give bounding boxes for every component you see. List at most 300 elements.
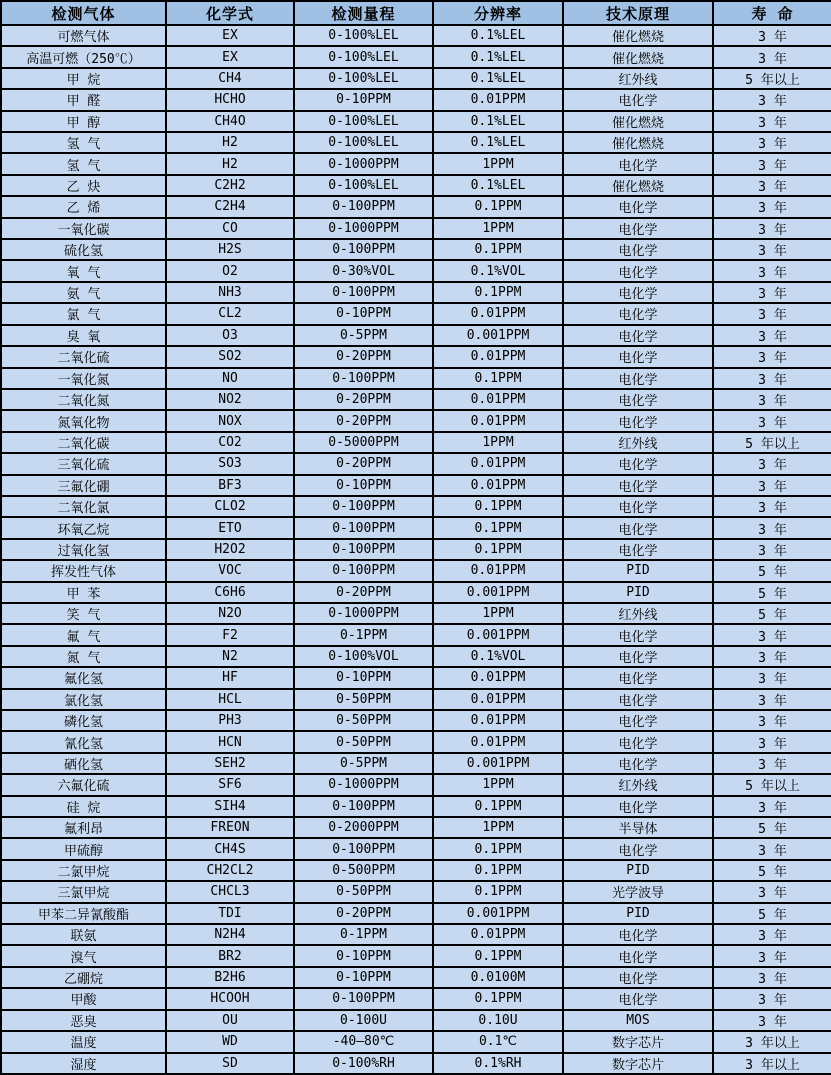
table-cell: 乙硼烷 bbox=[1, 967, 166, 988]
table-cell: 红外线 bbox=[563, 432, 713, 453]
table-cell: 臭 氧 bbox=[1, 325, 166, 346]
table-cell: VOC bbox=[166, 560, 294, 581]
table-cell: 硒化氢 bbox=[1, 753, 166, 774]
table-cell: SF6 bbox=[166, 774, 294, 795]
table-row bbox=[1, 517, 831, 538]
table-cell: 0.0100M bbox=[433, 967, 563, 988]
table-cell: 电化学 bbox=[563, 988, 713, 1009]
table-cell: 0-10PPM bbox=[294, 475, 433, 496]
table-cell: 甲硫醇 bbox=[1, 838, 166, 859]
table-cell: 5 年 bbox=[713, 582, 831, 603]
table-cell: 电化学 bbox=[563, 239, 713, 260]
table-cell: 5 年以上 bbox=[713, 774, 831, 795]
table-row bbox=[1, 111, 831, 132]
table-row bbox=[1, 239, 831, 260]
table-cell: 红外线 bbox=[563, 68, 713, 89]
table-row bbox=[1, 689, 831, 710]
table-cell: PH3 bbox=[166, 710, 294, 731]
table-cell: 二氧化氮 bbox=[1, 389, 166, 410]
table-row bbox=[1, 838, 831, 859]
table-cell: 0-1000PPM bbox=[294, 774, 433, 795]
table-cell: 3 年 bbox=[713, 25, 831, 46]
table-cell: 5 年 bbox=[713, 860, 831, 881]
header-cell-principle: 技术原理 bbox=[563, 1, 713, 25]
table-cell: 0.1%LEL bbox=[433, 68, 563, 89]
table-cell: 3 年 bbox=[713, 667, 831, 688]
table-cell: 0.1%LEL bbox=[433, 132, 563, 153]
table-row bbox=[1, 260, 831, 281]
table-cell: 光学波导 bbox=[563, 881, 713, 902]
table-cell: 0-10PPM bbox=[294, 967, 433, 988]
table-cell: O2 bbox=[166, 260, 294, 281]
table-cell: 0.10U bbox=[433, 1010, 563, 1031]
table-cell: 硅 烷 bbox=[1, 796, 166, 817]
table-cell: NOX bbox=[166, 410, 294, 431]
table-cell: 电化学 bbox=[563, 282, 713, 303]
table-row bbox=[1, 1010, 831, 1031]
table-cell: 0-100%VOL bbox=[294, 646, 433, 667]
table-cell: 0-100%LEL bbox=[294, 46, 433, 67]
table-cell: 3 年 bbox=[713, 517, 831, 538]
table-cell: 0-100PPM bbox=[294, 282, 433, 303]
table-row bbox=[1, 68, 831, 89]
table-cell: 高温可燃（250℃） bbox=[1, 46, 166, 67]
table-cell: 电化学 bbox=[563, 710, 713, 731]
table-row bbox=[1, 967, 831, 988]
table-row bbox=[1, 817, 831, 838]
table-cell: 电化学 bbox=[563, 89, 713, 110]
table-cell: 乙 炔 bbox=[1, 175, 166, 196]
table-row bbox=[1, 368, 831, 389]
table-cell: 0-100PPM bbox=[294, 368, 433, 389]
table-cell: 0-10PPM bbox=[294, 667, 433, 688]
table-cell: 二氧化氯 bbox=[1, 496, 166, 517]
table-row bbox=[1, 175, 831, 196]
table-cell: NO2 bbox=[166, 389, 294, 410]
table-cell: CO2 bbox=[166, 432, 294, 453]
table-cell: 5 年 bbox=[713, 560, 831, 581]
table-cell: 氨 气 bbox=[1, 282, 166, 303]
table-cell: 笑 气 bbox=[1, 603, 166, 624]
table-cell: 0-5000PPM bbox=[294, 432, 433, 453]
table-cell: 0.001PPM bbox=[433, 903, 563, 924]
table-cell: 电化学 bbox=[563, 410, 713, 431]
table-cell: 1PPM bbox=[433, 817, 563, 838]
table-row bbox=[1, 710, 831, 731]
table-cell: 0-5PPM bbox=[294, 325, 433, 346]
table-cell: SD bbox=[166, 1053, 294, 1075]
table-cell: 3 年 bbox=[713, 689, 831, 710]
table-cell: PID bbox=[563, 903, 713, 924]
table-cell: 3 年以上 bbox=[713, 1031, 831, 1052]
table-cell: 0.1PPM bbox=[433, 539, 563, 560]
table-cell: 电化学 bbox=[563, 838, 713, 859]
table-cell: 0-100PPM bbox=[294, 838, 433, 859]
table-cell: 0-100PPM bbox=[294, 496, 433, 517]
table-cell: 催化燃烧 bbox=[563, 46, 713, 67]
table-cell: 3 年 bbox=[713, 325, 831, 346]
table-cell: 甲苯二异氰酸酯 bbox=[1, 903, 166, 924]
table-cell: 0-10PPM bbox=[294, 945, 433, 966]
table-row bbox=[1, 346, 831, 367]
table-cell: MOS bbox=[563, 1010, 713, 1031]
table-cell: 5 年以上 bbox=[713, 432, 831, 453]
table-cell: 3 年 bbox=[713, 945, 831, 966]
table-row bbox=[1, 667, 831, 688]
table-cell: 0.01PPM bbox=[433, 667, 563, 688]
table-cell: 0.1%VOL bbox=[433, 646, 563, 667]
table-cell: 1PPM bbox=[433, 774, 563, 795]
table-cell: 一氧化氮 bbox=[1, 368, 166, 389]
table-row bbox=[1, 1053, 831, 1075]
table-row bbox=[1, 196, 831, 217]
table-cell: 氮 气 bbox=[1, 646, 166, 667]
table-cell: 三氟化硼 bbox=[1, 475, 166, 496]
table-row bbox=[1, 132, 831, 153]
table-cell: 0.1℃ bbox=[433, 1031, 563, 1052]
table-row bbox=[1, 432, 831, 453]
table-cell: 过氧化氢 bbox=[1, 539, 166, 560]
table-cell: HF bbox=[166, 667, 294, 688]
table-cell: HCHO bbox=[166, 89, 294, 110]
table-cell: F2 bbox=[166, 624, 294, 645]
table-cell: 电化学 bbox=[563, 325, 713, 346]
table-cell: 溴气 bbox=[1, 945, 166, 966]
table-cell: HCOOH bbox=[166, 988, 294, 1009]
header-cell-lifespan: 寿 命 bbox=[713, 1, 831, 25]
table-cell: 0.1PPM bbox=[433, 796, 563, 817]
table-cell: 三氧化硫 bbox=[1, 453, 166, 474]
table-row bbox=[1, 389, 831, 410]
table-cell: 0-100PPM bbox=[294, 539, 433, 560]
table-cell: 红外线 bbox=[563, 774, 713, 795]
table-cell: 3 年 bbox=[713, 624, 831, 645]
table-cell: 0.001PPM bbox=[433, 624, 563, 645]
table-cell: 0-20PPM bbox=[294, 453, 433, 474]
table-cell: SO3 bbox=[166, 453, 294, 474]
table-cell: 氮氧化物 bbox=[1, 410, 166, 431]
table-body bbox=[1, 25, 831, 1074]
table-cell: 0.1%RH bbox=[433, 1053, 563, 1075]
table-cell: 3 年 bbox=[713, 89, 831, 110]
table-cell: 3 年 bbox=[713, 539, 831, 560]
table-cell: PID bbox=[563, 860, 713, 881]
table-cell: 0.01PPM bbox=[433, 560, 563, 581]
table-cell: ETO bbox=[166, 517, 294, 538]
table-cell: 电化学 bbox=[563, 496, 713, 517]
table-row bbox=[1, 903, 831, 924]
table-cell: 3 年 bbox=[713, 988, 831, 1009]
table-cell: 电化学 bbox=[563, 967, 713, 988]
table-cell: 氧 气 bbox=[1, 260, 166, 281]
table-cell: NO bbox=[166, 368, 294, 389]
table-cell: 3 年 bbox=[713, 196, 831, 217]
table-cell: EX bbox=[166, 46, 294, 67]
table-cell: 3 年 bbox=[713, 1010, 831, 1031]
table-cell: 0-100PPM bbox=[294, 517, 433, 538]
table-cell: 催化燃烧 bbox=[563, 132, 713, 153]
table-cell: 联氨 bbox=[1, 924, 166, 945]
table-cell: 3 年 bbox=[713, 924, 831, 945]
table-cell: 0.1PPM bbox=[433, 282, 563, 303]
header-cell-range: 检测量程 bbox=[294, 1, 433, 25]
table-cell: 0-100PPM bbox=[294, 196, 433, 217]
table-cell: N2H4 bbox=[166, 924, 294, 945]
table-cell: 氢 气 bbox=[1, 132, 166, 153]
table-cell: 0.001PPM bbox=[433, 753, 563, 774]
table-row bbox=[1, 582, 831, 603]
table-cell: 电化学 bbox=[563, 667, 713, 688]
table-cell: CHCL3 bbox=[166, 881, 294, 902]
table-cell: 0.001PPM bbox=[433, 325, 563, 346]
table-cell: 0-100%LEL bbox=[294, 175, 433, 196]
header-row bbox=[1, 1, 831, 25]
table-cell: 0-20PPM bbox=[294, 389, 433, 410]
table-cell: 电化学 bbox=[563, 303, 713, 324]
table-cell: 1PPM bbox=[433, 153, 563, 174]
table-cell: 0.01PPM bbox=[433, 731, 563, 752]
table-cell: 1PPM bbox=[433, 218, 563, 239]
table-cell: 硫化氢 bbox=[1, 239, 166, 260]
table-row bbox=[1, 796, 831, 817]
table-cell: 电化学 bbox=[563, 517, 713, 538]
table-row bbox=[1, 945, 831, 966]
table-cell: 电化学 bbox=[563, 218, 713, 239]
table-cell: 5 年以上 bbox=[713, 68, 831, 89]
table-cell: 电化学 bbox=[563, 475, 713, 496]
table-cell: OU bbox=[166, 1010, 294, 1031]
table-cell: 0-2000PPM bbox=[294, 817, 433, 838]
table-cell: H2 bbox=[166, 153, 294, 174]
table-row bbox=[1, 774, 831, 795]
table-cell: 0-100%LEL bbox=[294, 111, 433, 132]
table-cell: 1PPM bbox=[433, 603, 563, 624]
table-cell: 0.1PPM bbox=[433, 860, 563, 881]
table-cell: 0-100U bbox=[294, 1010, 433, 1031]
table-cell: 电化学 bbox=[563, 346, 713, 367]
table-cell: 1PPM bbox=[433, 432, 563, 453]
table-cell: 0-100PPM bbox=[294, 560, 433, 581]
table-cell: 3 年 bbox=[713, 453, 831, 474]
table-cell: 0.01PPM bbox=[433, 475, 563, 496]
table-cell: 0.01PPM bbox=[433, 89, 563, 110]
table-cell: 电化学 bbox=[563, 945, 713, 966]
table-cell: SO2 bbox=[166, 346, 294, 367]
table-cell: 甲 烷 bbox=[1, 68, 166, 89]
table-cell: 0-100PPM bbox=[294, 988, 433, 1009]
table-row bbox=[1, 646, 831, 667]
table-cell: 0-100%LEL bbox=[294, 68, 433, 89]
table-cell: N2 bbox=[166, 646, 294, 667]
table-cell: 氰化氢 bbox=[1, 731, 166, 752]
table-cell: BF3 bbox=[166, 475, 294, 496]
table-row bbox=[1, 325, 831, 346]
table-cell: CH4O bbox=[166, 111, 294, 132]
table-row bbox=[1, 603, 831, 624]
table-cell: 0-1000PPM bbox=[294, 603, 433, 624]
table-cell: HCL bbox=[166, 689, 294, 710]
table-cell: 0.1PPM bbox=[433, 368, 563, 389]
table-cell: 可燃气体 bbox=[1, 25, 166, 46]
table-cell: 三氯甲烷 bbox=[1, 881, 166, 902]
table-cell: 0-100%RH bbox=[294, 1053, 433, 1075]
table-cell: 0-100PPM bbox=[294, 796, 433, 817]
table-cell: 0-10PPM bbox=[294, 89, 433, 110]
table-cell: 电化学 bbox=[563, 453, 713, 474]
table-row bbox=[1, 560, 831, 581]
table-cell: 0.1%LEL bbox=[433, 175, 563, 196]
table-cell: 0-10PPM bbox=[294, 303, 433, 324]
table-cell: 5 年 bbox=[713, 817, 831, 838]
table-cell: 挥发性气体 bbox=[1, 560, 166, 581]
table-cell: TDI bbox=[166, 903, 294, 924]
table-cell: 0-20PPM bbox=[294, 410, 433, 431]
table-cell: CO bbox=[166, 218, 294, 239]
table-cell: 0.1PPM bbox=[433, 239, 563, 260]
table-cell: 0-100%LEL bbox=[294, 25, 433, 46]
table-cell: 恶臭 bbox=[1, 1010, 166, 1031]
table-cell: 0-1PPM bbox=[294, 924, 433, 945]
table-cell: 电化学 bbox=[563, 539, 713, 560]
table-row bbox=[1, 881, 831, 902]
table-cell: 半导体 bbox=[563, 817, 713, 838]
table-cell: CH2CL2 bbox=[166, 860, 294, 881]
header-cell-resolution: 分辨率 bbox=[433, 1, 563, 25]
table-cell: 0.01PPM bbox=[433, 346, 563, 367]
table-cell: 电化学 bbox=[563, 153, 713, 174]
table-cell: 3 年 bbox=[713, 753, 831, 774]
table-cell: 温度 bbox=[1, 1031, 166, 1052]
table-cell: 3 年 bbox=[713, 260, 831, 281]
table-cell: EX bbox=[166, 25, 294, 46]
table-cell: O3 bbox=[166, 325, 294, 346]
table-cell: 湿度 bbox=[1, 1053, 166, 1075]
table-cell: CLO2 bbox=[166, 496, 294, 517]
table-cell: PID bbox=[563, 560, 713, 581]
table-cell: N2O bbox=[166, 603, 294, 624]
table-cell: H2 bbox=[166, 132, 294, 153]
table-cell: 0-20PPM bbox=[294, 346, 433, 367]
header-cell-formula: 化学式 bbox=[166, 1, 294, 25]
table-cell: 电化学 bbox=[563, 689, 713, 710]
table-row bbox=[1, 624, 831, 645]
table-cell: 电化学 bbox=[563, 389, 713, 410]
table-cell: 0-1000PPM bbox=[294, 218, 433, 239]
table-cell: B2H6 bbox=[166, 967, 294, 988]
table-cell: 催化燃烧 bbox=[563, 175, 713, 196]
table-cell: 数字芯片 bbox=[563, 1031, 713, 1052]
table-cell: 催化燃烧 bbox=[563, 25, 713, 46]
table-cell: 0.01PPM bbox=[433, 710, 563, 731]
table-cell: PID bbox=[563, 582, 713, 603]
table-cell: 电化学 bbox=[563, 924, 713, 945]
table-cell: 环氧乙烷 bbox=[1, 517, 166, 538]
table-cell: 0-50PPM bbox=[294, 710, 433, 731]
table-cell: 3 年 bbox=[713, 389, 831, 410]
table-cell: 0.1%LEL bbox=[433, 25, 563, 46]
table-row bbox=[1, 1031, 831, 1052]
table-cell: 0-50PPM bbox=[294, 689, 433, 710]
table-cell: 0-30%VOL bbox=[294, 260, 433, 281]
table-cell: 0.01PPM bbox=[433, 410, 563, 431]
table-cell: 3 年 bbox=[713, 282, 831, 303]
table-cell: 电化学 bbox=[563, 731, 713, 752]
table-cell: 0.01PPM bbox=[433, 924, 563, 945]
table-cell: 0.1PPM bbox=[433, 496, 563, 517]
table-cell: 二氧化硫 bbox=[1, 346, 166, 367]
table-cell: 0-5PPM bbox=[294, 753, 433, 774]
table-row bbox=[1, 46, 831, 67]
table-cell: 甲 苯 bbox=[1, 582, 166, 603]
table-row bbox=[1, 153, 831, 174]
table-cell: CH4 bbox=[166, 68, 294, 89]
table-cell: 3 年 bbox=[713, 796, 831, 817]
table-cell: C2H2 bbox=[166, 175, 294, 196]
table-row bbox=[1, 731, 831, 752]
table-row bbox=[1, 410, 831, 431]
table-cell: 3 年 bbox=[713, 496, 831, 517]
table-cell: 0-20PPM bbox=[294, 582, 433, 603]
table-cell: 氟 气 bbox=[1, 624, 166, 645]
table-cell: 3 年 bbox=[713, 218, 831, 239]
table-cell: 3 年 bbox=[713, 838, 831, 859]
table-row bbox=[1, 89, 831, 110]
table-cell: 磷化氢 bbox=[1, 710, 166, 731]
table-cell: 0-100%LEL bbox=[294, 132, 433, 153]
table-row bbox=[1, 496, 831, 517]
table-cell: SEH2 bbox=[166, 753, 294, 774]
table-cell: 0.01PPM bbox=[433, 689, 563, 710]
table-cell: 0-50PPM bbox=[294, 881, 433, 902]
table-cell: 电化学 bbox=[563, 646, 713, 667]
table-cell: 0-1000PPM bbox=[294, 153, 433, 174]
table-cell: 甲 醇 bbox=[1, 111, 166, 132]
table-cell: 3 年 bbox=[713, 111, 831, 132]
table-row bbox=[1, 25, 831, 46]
table-cell: 甲 醛 bbox=[1, 89, 166, 110]
table-cell: 电化学 bbox=[563, 368, 713, 389]
table-cell: 0.01PPM bbox=[433, 389, 563, 410]
table-cell: CH4S bbox=[166, 838, 294, 859]
table-cell: 氯 气 bbox=[1, 303, 166, 324]
table-cell: 0-50PPM bbox=[294, 731, 433, 752]
table-cell: 3 年 bbox=[713, 475, 831, 496]
table-cell: 0.1PPM bbox=[433, 945, 563, 966]
table-cell: SIH4 bbox=[166, 796, 294, 817]
table-cell: H2O2 bbox=[166, 539, 294, 560]
table-cell: 3 年 bbox=[713, 368, 831, 389]
table-cell: 甲酸 bbox=[1, 988, 166, 1009]
table-cell: NH3 bbox=[166, 282, 294, 303]
table-cell: 3 年 bbox=[713, 153, 831, 174]
table-cell: 0.01PPM bbox=[433, 303, 563, 324]
table-row bbox=[1, 282, 831, 303]
table-cell: 0.1PPM bbox=[433, 196, 563, 217]
table-cell: 3 年 bbox=[713, 731, 831, 752]
table-cell: 0.1PPM bbox=[433, 517, 563, 538]
table-cell: 二氧化碳 bbox=[1, 432, 166, 453]
table-cell: 乙 烯 bbox=[1, 196, 166, 217]
table-cell: 5 年 bbox=[713, 903, 831, 924]
table-cell: 3 年 bbox=[713, 303, 831, 324]
table-cell: 0.001PPM bbox=[433, 582, 563, 603]
table-row bbox=[1, 303, 831, 324]
table-cell: 3 年 bbox=[713, 346, 831, 367]
table-row bbox=[1, 453, 831, 474]
table-cell: C2H4 bbox=[166, 196, 294, 217]
table-cell: H2S bbox=[166, 239, 294, 260]
table-cell: 电化学 bbox=[563, 796, 713, 817]
